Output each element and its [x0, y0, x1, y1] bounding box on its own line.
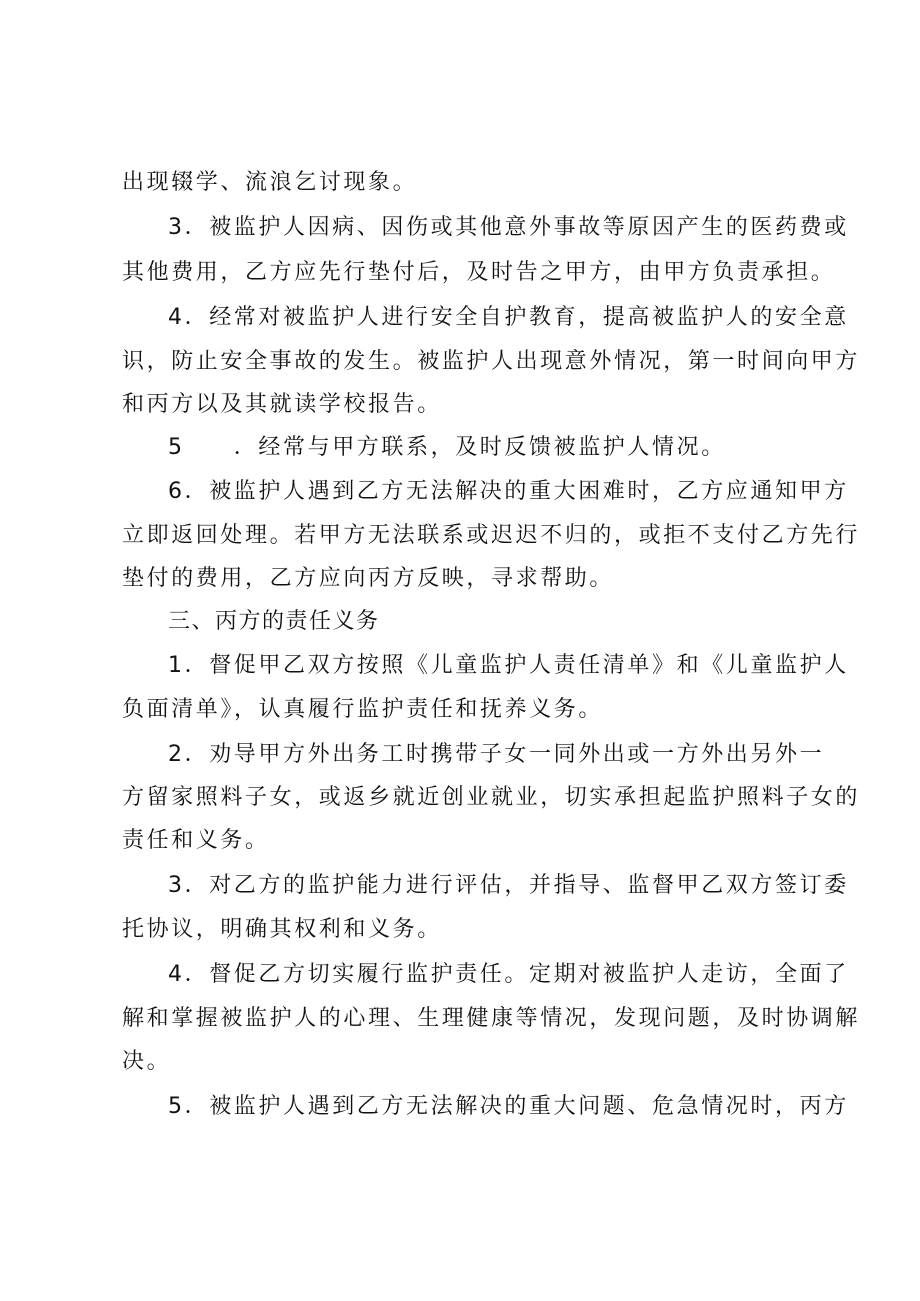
paragraph-line	[0, 1042, 920, 1082]
paragraph-line	[0, 1087, 920, 1127]
line-text: 责任和义务。	[122, 828, 270, 853]
line-text: 6．被监护人遇到乙方无法解决的重大困难时，乙方应通知甲方	[168, 479, 849, 504]
paragraph-line	[0, 516, 920, 556]
paragraph-line	[0, 778, 920, 818]
line-text: 方留家照料子女，或返乡就近创业就业，切实承担起监护照料子女的	[122, 785, 861, 810]
line-text: 2．劝导甲方外出务工时携带子女一同外出或一方外出另外一	[168, 742, 825, 767]
line-text: 立即返回处理。若甲方无法联系或迟迟不归的，或拒不支付乙方先行	[122, 523, 861, 548]
line-text: 1．督促甲乙双方按照《儿童监护人责任清单》和《儿童监护人	[168, 653, 849, 678]
paragraph-line	[0, 385, 920, 425]
line-text: 5．被监护人遇到乙方无法解决的重大问题、危急情况时，丙方	[168, 1094, 849, 1119]
paragraph-line	[0, 253, 920, 293]
section-heading-line	[0, 602, 920, 642]
paragraph-line	[0, 298, 920, 338]
line-text: 其他费用，乙方应先行垫付后，及时告之甲方，由甲方负责承担。	[122, 260, 836, 285]
line-text: 托协议，明确其权利和义务。	[122, 917, 442, 942]
paragraph-line	[0, 472, 920, 512]
line-text: 决。	[122, 1049, 172, 1074]
line-text: 垫付的费用，乙方应向丙方反映，寻求帮助。	[122, 566, 615, 591]
paragraph-line	[0, 646, 920, 686]
paragraph-line	[0, 821, 920, 861]
line-text: 3．被监护人因病、因伤或其他意外事故等原因产生的医药费或	[168, 215, 849, 240]
line-text: 识，防止安全事故的发生。被监护人出现意外情况，第一时间向甲方	[122, 349, 861, 374]
paragraph-line	[0, 866, 920, 906]
line-text: 和丙方以及其就读学校报告。	[122, 392, 442, 417]
paragraph-line	[0, 208, 920, 248]
paragraph-line	[0, 559, 920, 599]
line-text: 3．对乙方的监护能力进行评估，并指导、监督甲乙双方签订委	[168, 873, 849, 898]
line-text: 4．经常对被监护人进行安全自护教育，提高被监护人的安全意	[168, 305, 849, 330]
line-text: 5 ．经常与甲方联系，及时反馈被监护人情况。	[168, 435, 726, 460]
paragraph-line	[0, 999, 920, 1039]
line-text: 解和掌握被监护人的心理、生理健康等情况，发现问题，及时协调解	[122, 1006, 861, 1031]
section-heading: 三、丙方的责任义务	[168, 609, 380, 634]
paragraph-line	[0, 955, 920, 995]
paragraph-line	[0, 163, 920, 203]
paragraph-line	[0, 690, 920, 730]
line-text: 负面清单》，认真履行监护责任和抚养义务。	[122, 697, 604, 722]
line-text: 4．督促乙方切实履行监护责任。定期对被监护人走访，全面了	[168, 962, 849, 987]
paragraph-line	[0, 910, 920, 950]
paragraph-line	[0, 428, 920, 468]
line-text: 出现辍学、流浪乞讨现象。	[122, 170, 418, 195]
paragraph-line	[0, 735, 920, 775]
paragraph-line	[0, 342, 920, 382]
